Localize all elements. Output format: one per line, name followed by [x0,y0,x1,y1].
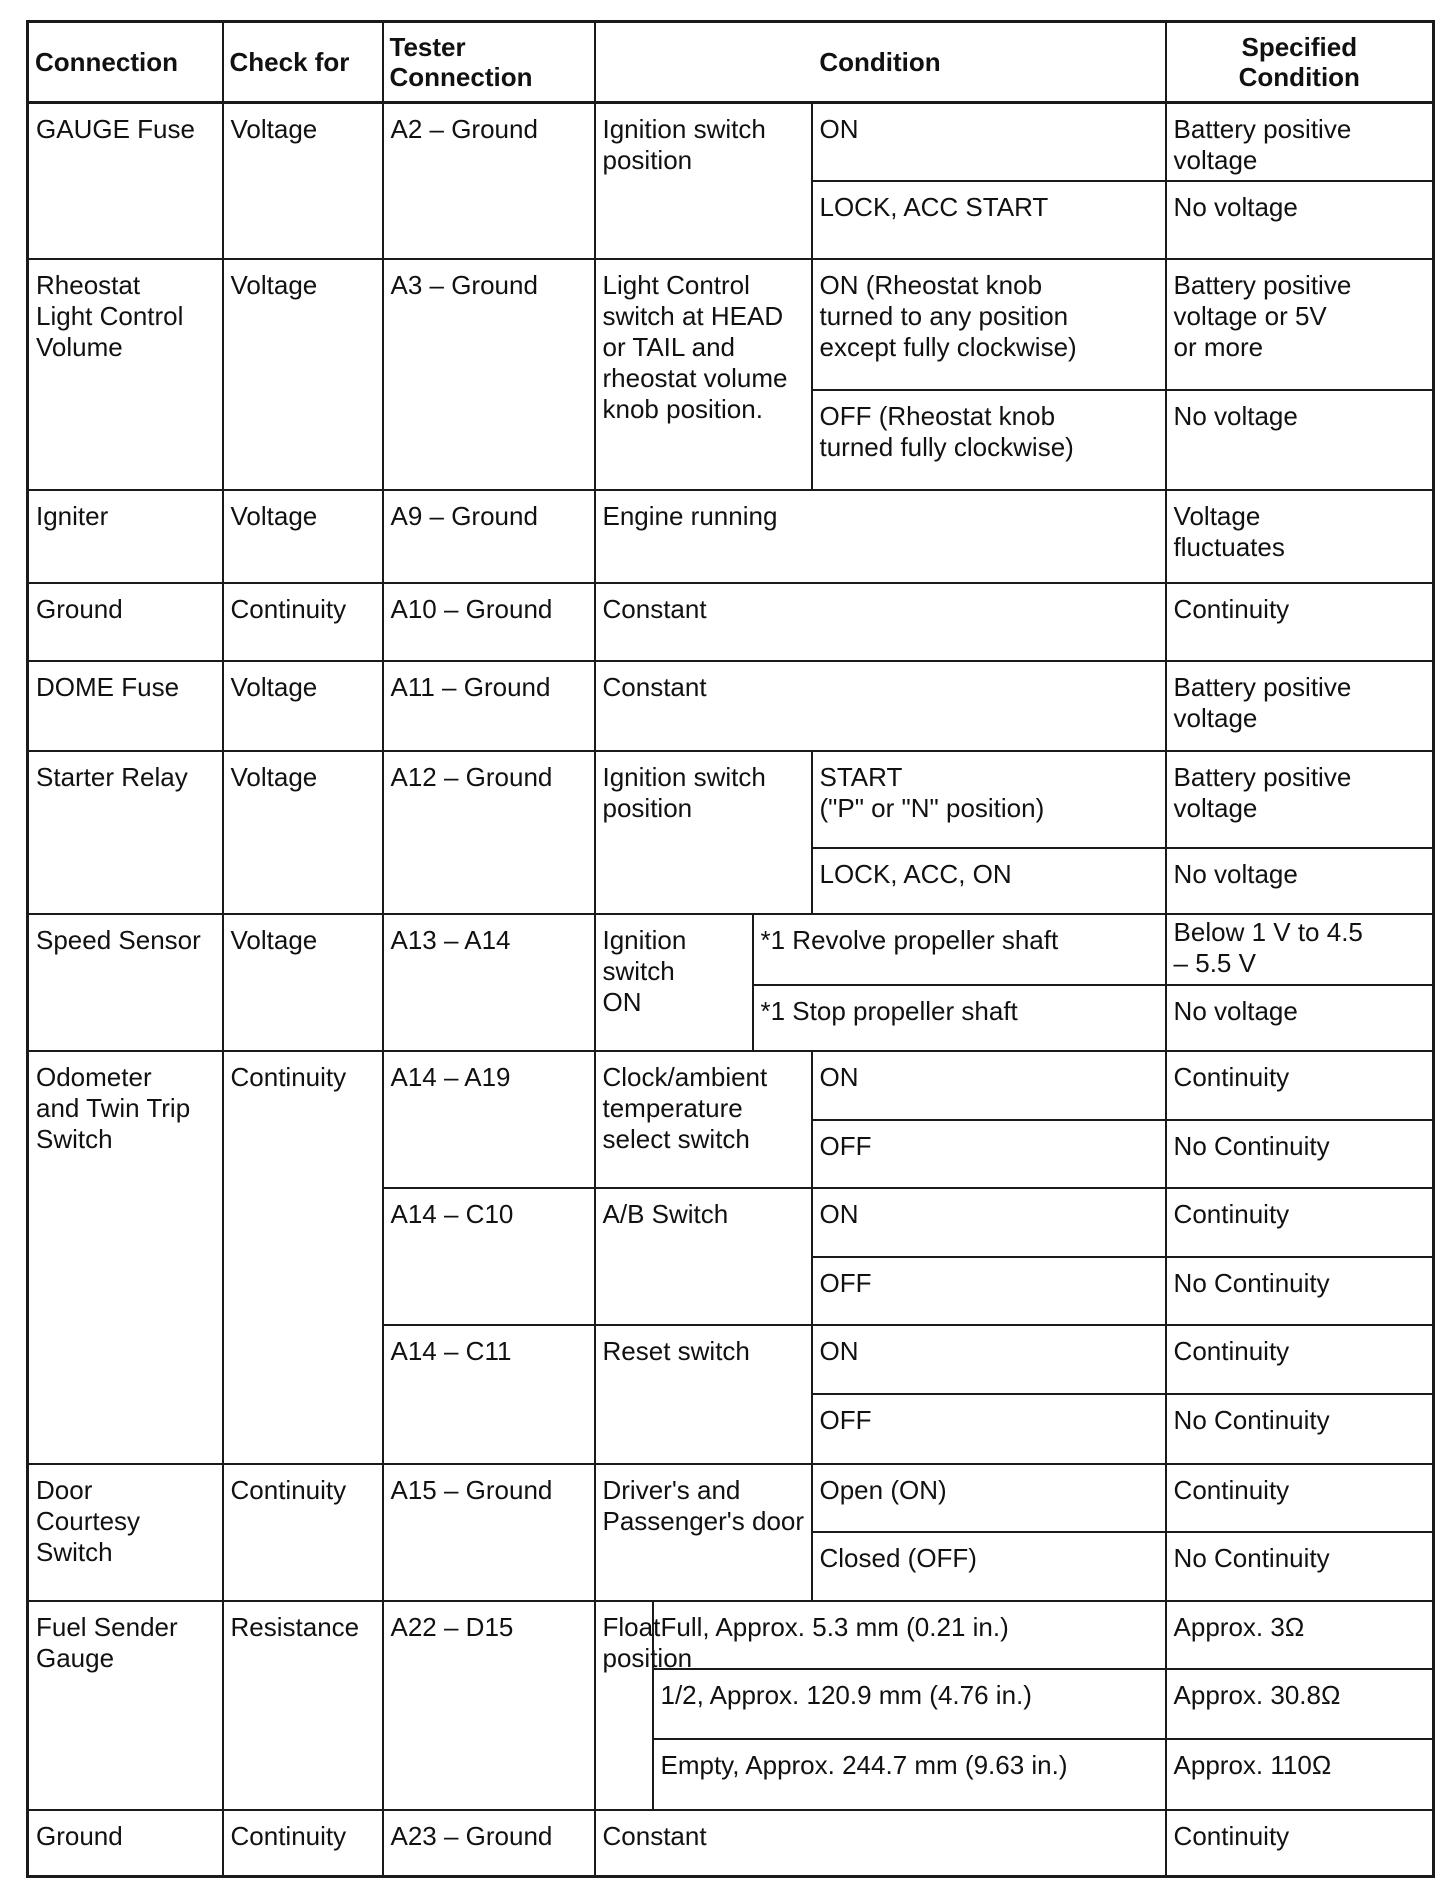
table-row [28,259,1434,390]
condition-state-cell: Closed (OFF) [812,1532,1166,1602]
table-row [28,490,1434,583]
condition-cell: Engine running [595,490,1166,583]
specified-condition-cell: No Continuity [1166,1532,1434,1602]
check-for-cell: Voltage [223,490,383,583]
condition-cell: Float position [595,1601,653,1809]
tester-connection-cell: A14 – C11 [383,1325,595,1464]
specified-condition-cell: No voltage [1166,390,1434,491]
check-for-cell: Voltage [223,102,383,259]
table-row [28,1051,1434,1119]
tester-connection-cell: A12 – Ground [383,751,595,914]
check-for-cell: Voltage [223,751,383,914]
specified-condition-cell: No voltage [1166,985,1434,1051]
connection-cell: Igniter [28,490,223,583]
tester-connection-cell: A13 – A14 [383,914,595,1051]
connection-cell: Ground [28,1810,223,1877]
specified-condition-cell: Continuity [1166,1464,1434,1531]
table-row [28,102,1434,181]
header-connection: Connection [28,22,223,103]
tester-connection-cell: A15 – Ground [383,1464,595,1601]
condition-cell: Ignition switch ON [595,914,753,1051]
check-for-cell: Voltage [223,661,383,752]
connection-cell: Ground [28,583,223,661]
specified-condition-cell: Continuity [1166,1810,1434,1877]
condition-state-cell: LOCK, ACC, ON [812,848,1166,914]
connection-cell: Starter Relay [28,751,223,914]
condition-state-cell: ON [812,1325,1166,1393]
connection-cell: Fuel Sender Gauge [28,1601,223,1809]
condition-state-cell: *1 Revolve propeller shaft [753,914,1166,985]
condition-state-cell: OFF (Rheostat knob turned fully clockwise) [812,390,1166,491]
check-for-cell: Resistance [223,1601,383,1809]
table-row [28,661,1434,752]
header-row [28,22,1434,103]
specified-condition-cell: Voltage fluctuates [1166,490,1434,583]
specified-condition-cell: Battery positive voltage [1166,102,1434,181]
table-row [28,1601,1434,1668]
table-row [28,914,1434,985]
condition-cell: Constant [595,583,1166,661]
condition-state-cell: LOCK, ACC START [812,181,1166,259]
tester-connection-cell: A2 – Ground [383,102,595,259]
connection-cell: DOME Fuse [28,661,223,752]
condition-state-cell: Full, Approx. 5.3 mm (0.21 in.) [653,1601,1166,1668]
tester-connection-cell: A14 – C10 [383,1188,595,1325]
specified-condition-cell: Continuity [1166,1188,1434,1256]
specified-condition-cell: Approx. 30.8Ω [1166,1669,1434,1740]
table-row [28,583,1434,661]
specified-condition-cell: Battery positive voltage [1166,751,1434,848]
tester-connection-cell: A9 – Ground [383,490,595,583]
condition-cell: Light Control switch at HEAD or TAIL and rheostat volume knob position. [595,259,812,491]
tester-connection-cell: A14 – A19 [383,1051,595,1188]
condition-state-cell: ON [812,1051,1166,1119]
condition-state-cell: 1/2, Approx. 120.9 mm (4.76 in.) [653,1669,1166,1740]
check-for-cell: Continuity [223,1051,383,1464]
header-tester-connection: Tester Connection [383,22,595,103]
condition-cell: Reset switch [595,1325,812,1464]
tester-connection-cell: A10 – Ground [383,583,595,661]
specified-condition-cell: No voltage [1166,848,1434,914]
table-row [28,751,1434,848]
condition-state-cell: START ("P" or "N" position) [812,751,1166,848]
specified-condition-cell: No voltage [1166,181,1434,259]
condition-state-cell: OFF [812,1257,1166,1325]
header-condition: Condition [595,22,1166,103]
condition-cell: Constant [595,1810,1166,1877]
check-for-cell: Continuity [223,583,383,661]
specified-condition-cell: No Continuity [1166,1257,1434,1325]
header-specified-condition: Specified Condition [1166,22,1434,103]
condition-cell: Ignition switch position [595,102,812,259]
specified-condition-cell: Continuity [1166,1325,1434,1393]
connection-cell: Speed Sensor [28,914,223,1051]
condition-state-cell: Open (ON) [812,1464,1166,1531]
condition-cell: Driver's and Passenger's door [595,1464,812,1601]
condition-state-cell: ON [812,1188,1166,1256]
specified-condition-cell: No Continuity [1166,1394,1434,1465]
condition-cell: Ignition switch position [595,751,812,914]
connection-cell: GAUGE Fuse [28,102,223,259]
specified-condition-cell: Battery positive voltage or 5V or more [1166,259,1434,390]
check-for-cell: Continuity [223,1464,383,1601]
specified-condition-cell: Below 1 V to 4.5 – 5.5 V [1166,914,1434,985]
condition-state-cell: ON (Rheostat knob turned to any position except fully clockwise) [812,259,1166,390]
condition-state-cell: OFF [812,1120,1166,1188]
condition-cell: Clock/ambient temperature select switch [595,1051,812,1188]
condition-state-cell: OFF [812,1394,1166,1465]
connection-cell: Rheostat Light Control Volume [28,259,223,491]
inspection-table [26,20,1435,1878]
tester-connection-cell: A23 – Ground [383,1810,595,1877]
check-for-cell: Continuity [223,1810,383,1877]
specified-condition-cell: Approx. 110Ω [1166,1739,1434,1810]
table-row [28,1464,1434,1531]
condition-state-cell: Empty, Approx. 244.7 mm (9.63 in.) [653,1739,1166,1810]
connection-cell: Door Courtesy Switch [28,1464,223,1601]
condition-state-cell: ON [812,102,1166,181]
specified-condition-cell: Continuity [1166,583,1434,661]
condition-cell: Constant [595,661,1166,752]
connection-cell: Odometer and Twin Trip Switch [28,1051,223,1464]
specified-condition-cell: Battery positive voltage [1166,661,1434,752]
tester-connection-cell: A22 – D15 [383,1601,595,1809]
header-check-for: Check for [223,22,383,103]
tester-connection-cell: A11 – Ground [383,661,595,752]
tester-connection-cell: A3 – Ground [383,259,595,491]
condition-cell: A/B Switch [595,1188,812,1325]
specified-condition-cell: Approx. 3Ω [1166,1601,1434,1668]
condition-state-cell: *1 Stop propeller shaft [753,985,1166,1051]
check-for-cell: Voltage [223,914,383,1051]
specified-condition-cell: No Continuity [1166,1120,1434,1188]
check-for-cell: Voltage [223,259,383,491]
specified-condition-cell: Continuity [1166,1051,1434,1119]
table-row [28,1810,1434,1877]
